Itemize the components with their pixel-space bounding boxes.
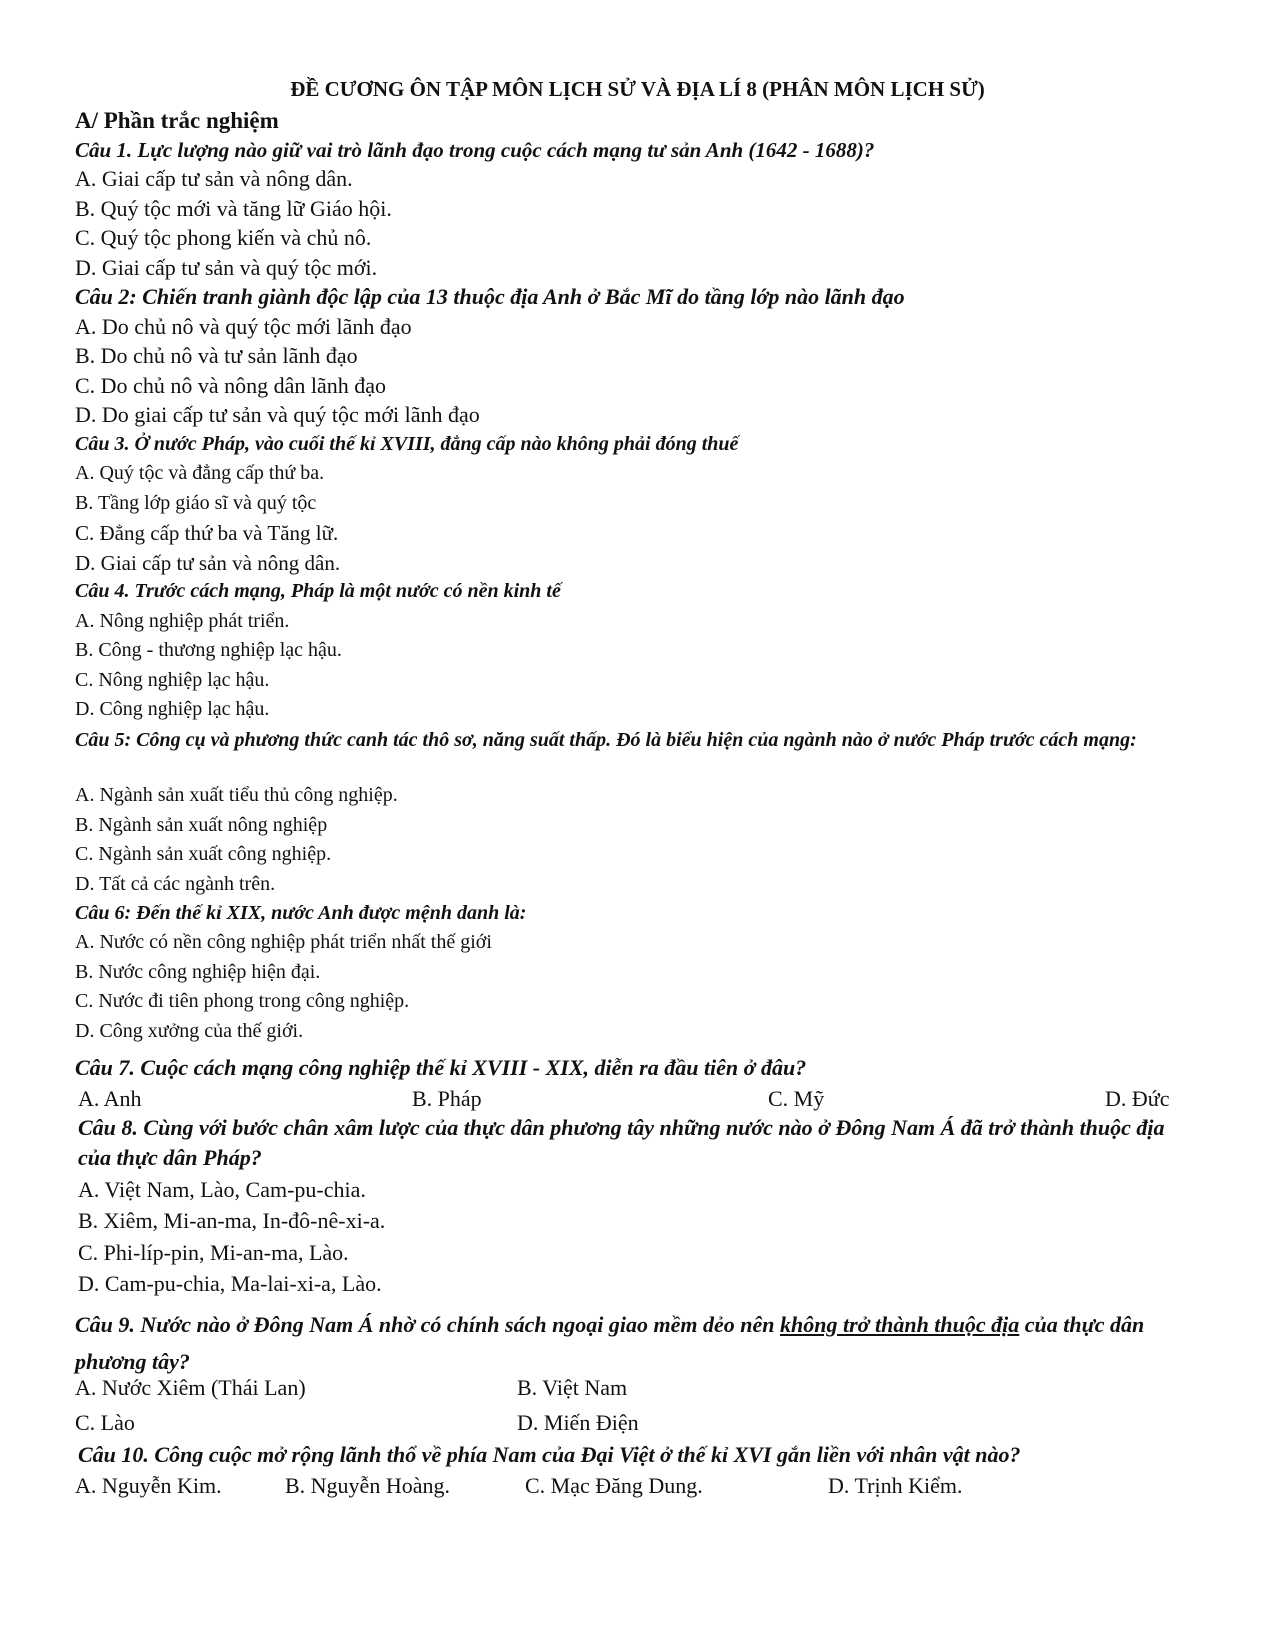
question-4: Câu 4. Trước cách mạng, Pháp là một nước có nền kinh tế: [75, 580, 561, 602]
question-1: Câu 1. Lực lượng nào giữ vai trò lãnh đạo trong cuộc cách mạng tư sản Anh (1642 - 1688)?: [75, 138, 875, 162]
q2-option-a: A. Do chủ nô và quý tộc mới lãnh đạo: [75, 314, 412, 339]
question-9: [75, 1306, 1210, 1380]
q8-option-b: B. Xiêm, Mi-an-ma, In-đô-nê-xi-a.: [78, 1208, 386, 1233]
q10-option-d: D. Trịnh Kiểm.: [828, 1473, 963, 1498]
q10-option-a: A. Nguyễn Kim.: [75, 1473, 222, 1498]
q7-option-d: D. Đức: [1105, 1086, 1170, 1111]
q1-option-c: C. Quý tộc phong kiến và chủ nô.: [75, 225, 372, 250]
q7-option-a: A. Anh: [78, 1086, 142, 1111]
q7-option-b: B. Pháp: [412, 1086, 482, 1111]
q3-option-d: D. Giai cấp tư sản và nông dân.: [75, 551, 341, 575]
q6-option-c: C. Nước đi tiên phong trong công nghiệp.: [75, 990, 410, 1012]
q9-option-b: B. Việt Nam: [517, 1375, 628, 1400]
q5-option-d: D. Tất cả các ngành trên.: [75, 873, 276, 895]
question-5: Câu 5: Công cụ và phương thức canh tác thô sơ, năng suất thấp. Đó là biểu hiện của ngành nào ở nước Pháp trước cách mạng:: [75, 729, 1137, 751]
q2-option-d: D. Do giai cấp tư sản và quý tộc mới lãnh đạo: [75, 402, 480, 427]
question-6: Câu 6: Đến thế kỉ XIX, nước Anh được mệnh danh là:: [75, 902, 527, 924]
q3-option-c: C. Đẳng cấp thứ ba và Tăng lữ.: [75, 521, 339, 545]
q5-option-c: C. Ngành sản xuất công nghiệp.: [75, 843, 332, 865]
q4-option-b: B. Công - thương nghiệp lạc hậu.: [75, 639, 342, 661]
q1-option-d: D. Giai cấp tư sản và quý tộc mới.: [75, 255, 378, 280]
q6-option-d: D. Công xưởng của thế giới.: [75, 1020, 304, 1042]
question-9-underlined: không trở thành thuộc địa: [780, 1312, 1020, 1337]
q2-option-b: B. Do chủ nô và tư sản lãnh đạo: [75, 343, 358, 368]
q8-option-a: A. Việt Nam, Lào, Cam-pu-chia.: [78, 1177, 366, 1202]
q8-option-c: C. Phi-líp-pin, Mi-an-ma, Lào.: [78, 1240, 349, 1265]
q9-option-d: D. Miến Điện: [517, 1410, 639, 1435]
question-10: Câu 10. Công cuộc mở rộng lãnh thổ về phía Nam của Đại Việt ở thế kỉ XVI gắn liền với nhân vật nào?: [78, 1442, 1021, 1467]
q8-option-d: D. Cam-pu-chia, Ma-lai-xi-a, Lào.: [78, 1271, 382, 1296]
question-9-text-end: của thực dân phương tây?: [75, 1312, 1145, 1374]
q4-option-a: A. Nông nghiệp phát triển.: [75, 610, 290, 632]
q6-option-b: B. Nước công nghiệp hiện đại.: [75, 961, 321, 983]
question-9-text: Câu 9. Nước nào ở Đông Nam Á nhờ có chính sách ngoại giao mềm dẻo nên: [75, 1312, 781, 1337]
q3-option-a: A. Quý tộc và đẳng cấp thứ ba.: [75, 462, 325, 484]
q3-option-b: B. Tầng lớp giáo sĩ và quý tộc: [75, 492, 317, 514]
q1-option-b: B. Quý tộc mới và tăng lữ Giáo hội.: [75, 196, 392, 221]
q5-option-b: B. Ngành sản xuất nông nghiệp: [75, 814, 328, 836]
q5-option-a: A. Ngành sản xuất tiểu thủ công nghiệp.: [75, 784, 398, 806]
q10-option-c: C. Mạc Đăng Dung.: [525, 1473, 703, 1498]
q4-option-c: C. Nông nghiệp lạc hậu.: [75, 669, 270, 691]
question-3: Câu 3. Ở nước Pháp, vào cuối thế kỉ XVIII, đẳng cấp nào không phải đóng thuế: [75, 433, 739, 455]
q7-option-c: C. Mỹ: [768, 1086, 825, 1111]
q2-option-c: C. Do chủ nô và nông dân lãnh đạo: [75, 373, 386, 398]
q9-option-a: A. Nước Xiêm (Thái Lan): [75, 1375, 306, 1400]
q4-option-d: D. Công nghiệp lạc hậu.: [75, 698, 270, 720]
q9-option-c: C. Lào: [75, 1410, 135, 1435]
q1-option-a: A. Giai cấp tư sản và nông dân.: [75, 166, 353, 191]
question-7: Câu 7. Cuộc cách mạng công nghiệp thế kỉ XVIII - XIX, diễn ra đầu tiên ở đâu?: [75, 1055, 807, 1080]
page-title: ĐỀ CƯƠNG ÔN TẬP MÔN LỊCH SỬ VÀ ĐỊA LÍ 8 (PHÂN MÔN LỊCH SỬ): [290, 77, 985, 101]
q10-option-b: B. Nguyễn Hoàng.: [285, 1473, 450, 1498]
section-heading: A/ Phần trắc nghiệm: [75, 108, 279, 133]
question-2: Câu 2: Chiến tranh giành độc lập của 13 thuộc địa Anh ở Bắc Mĩ do tầng lớp nào lãnh đạo: [75, 284, 905, 309]
q6-option-a: A. Nước có nền công nghiệp phát triển nhất thế giới: [75, 931, 492, 953]
question-8: Câu 8. Cùng với bước chân xâm lược của thực dân phương tây những nước nào ở Đông Nam Á đã trở thành thuộc địa của thực dân Pháp?: [78, 1115, 1165, 1170]
